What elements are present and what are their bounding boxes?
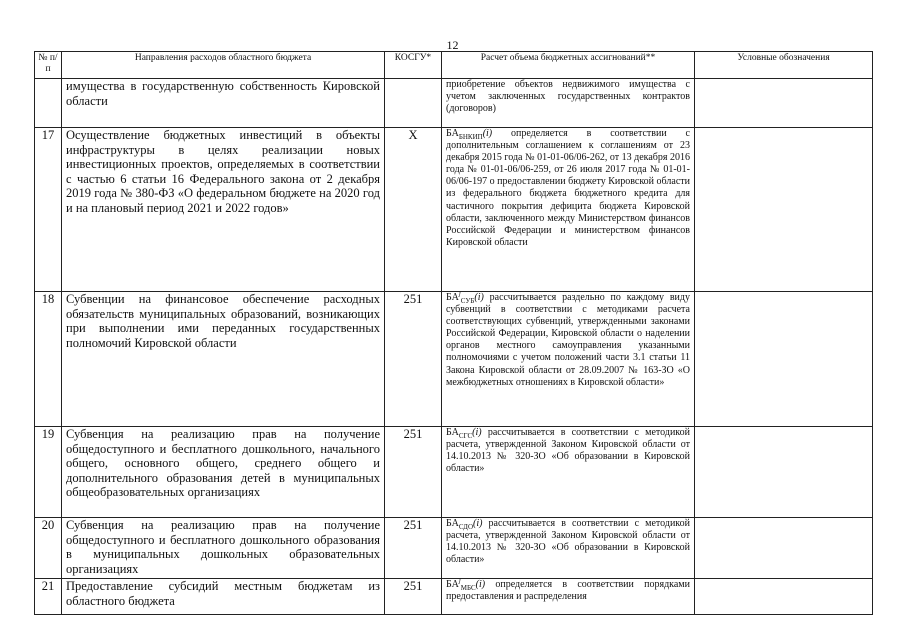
row-direction: имущества в государственную собственность Кировской области bbox=[62, 79, 385, 128]
row-calc bbox=[442, 79, 695, 128]
calc-text: рассчитывается раздельно по каждому виду субвенций в соответствии с методиками расчета соответствующих субвенций, утвержденными законами Российской Федерации, Кировской области о наделении органов местного самоуправления указанными полномочиями с учетом положений части 3.1 статьи 11 Закона Кировской области от 28.09.2007 № 163-ЗО «О межбюджетных отношениях в Кировской области» bbox=[446, 292, 690, 388]
row-num: 20 bbox=[35, 518, 62, 579]
row-kosgu: 251 bbox=[385, 518, 442, 579]
row-kosgu: X bbox=[385, 128, 442, 292]
calc-text: определяется в соответствии порядками предоставления и распределения bbox=[446, 579, 690, 603]
table-row bbox=[35, 579, 873, 615]
header-calc: Расчет объема бюджетных ассигнований** bbox=[442, 52, 695, 79]
calc-text: приобретение объектов недвижимого имущества с учетом заключенных государственных контрактов (договоров) bbox=[446, 79, 690, 115]
row-symbols bbox=[695, 128, 873, 292]
row-direction: Субвенция на реализацию прав на получение общедоступного и бесплатного дошкольного, начального общего, основного общего, среднего общего и дополнительного образования детей в муниципальных общеобразовательных организациях bbox=[62, 427, 385, 518]
page-number: 12 bbox=[446, 38, 459, 52]
row-kosgu: 251 bbox=[385, 579, 442, 615]
table-row bbox=[35, 128, 873, 292]
row-symbols bbox=[695, 292, 873, 427]
row-num bbox=[35, 79, 62, 128]
header-num: № п/п bbox=[35, 52, 62, 79]
row-kosgu bbox=[385, 79, 442, 128]
row-num: 21 bbox=[35, 579, 62, 615]
table-row bbox=[35, 79, 873, 128]
table-header-row bbox=[35, 52, 873, 79]
formula-symbol: $БА^j_{МБС}(i)$ bbox=[446, 578, 486, 592]
formula-symbol: $БА_{СГС}(i)$ bbox=[446, 427, 482, 440]
row-symbols bbox=[695, 79, 873, 128]
header-symbols: Условные обозначения bbox=[695, 52, 873, 79]
table-row bbox=[35, 518, 873, 579]
table-row bbox=[35, 427, 873, 518]
row-direction: Предоставление субсидий местным бюджетам из областного бюджета bbox=[62, 579, 385, 615]
row-symbols bbox=[695, 518, 873, 579]
calc-text: рассчитывается в соответствии с методикой расчета, утвержденной Законом Кировской области от 14.10.2013 № 320-ЗО «Об образовании в Кировской области» bbox=[446, 427, 690, 475]
row-num: 17 bbox=[35, 128, 62, 292]
row-direction: Субвенция на реализацию прав на получение общедоступного и бесплатного дошкольного образования в муниципальных дошкольных образовательных организациях bbox=[62, 518, 385, 579]
row-calc bbox=[442, 427, 695, 518]
header-kosgu: КОСГУ* bbox=[385, 52, 442, 79]
row-calc bbox=[442, 579, 695, 615]
row-direction: Осуществление бюджетных инвестиций в объекты инфраструктуры в целях реализации новых инвестиционных проектов, определяемых в соответствии с частью 6 статьи 16 Федерального закона от 2 декабря 2019 года № 380-ФЗ «О федеральном бюджете на 2020 год и на плановый период 2021 и 2022 годов» bbox=[62, 128, 385, 292]
formula-symbol: $БА_{СДО}(i)$ bbox=[446, 518, 483, 531]
row-kosgu: 251 bbox=[385, 427, 442, 518]
table-row bbox=[35, 292, 873, 427]
calc-text: рассчитывается в соответствии с методикой расчета, утвержденной Законом Кировской области от 14.10.2013 № 320-ЗО «Об образовании в Кировской области» bbox=[446, 518, 690, 566]
formula-symbol: $БА^j_{СУБ}(i)$ bbox=[446, 291, 484, 305]
row-symbols bbox=[695, 579, 873, 615]
calc-text: определяется в соответствии с дополнительным соглашением к соглашениям от 23 декабря 2015 года № 01-01-06/06-262, от 13 декабря 2016 года № 01-01-06/06-259, от 26 июля 2017 года № 01-01-06/06-197 о предоставлении бюджету Кировской области из федерального бюджета бюджетного кредита для частичного покрытия дефицита бюджета Кировской области, заключенного между Министерством финансов Российской Федерации и министерством финансов Кировской области bbox=[446, 128, 690, 248]
row-calc bbox=[442, 292, 695, 427]
formula-symbol: $БА_{БНКИП}(i)$ bbox=[446, 128, 493, 141]
row-num: 19 bbox=[35, 427, 62, 518]
row-calc bbox=[442, 518, 695, 579]
row-symbols bbox=[695, 427, 873, 518]
row-kosgu: 251 bbox=[385, 292, 442, 427]
budget-table bbox=[34, 51, 873, 615]
row-num: 18 bbox=[35, 292, 62, 427]
row-calc bbox=[442, 128, 695, 292]
row-direction: Субвенции на финансовое обеспечение расходных обязательств муниципальных образований, возникающих при выполнении ими переданных государственных полномочий Кировской области bbox=[62, 292, 385, 427]
header-direction: Направления расходов областного бюджета bbox=[62, 52, 385, 79]
